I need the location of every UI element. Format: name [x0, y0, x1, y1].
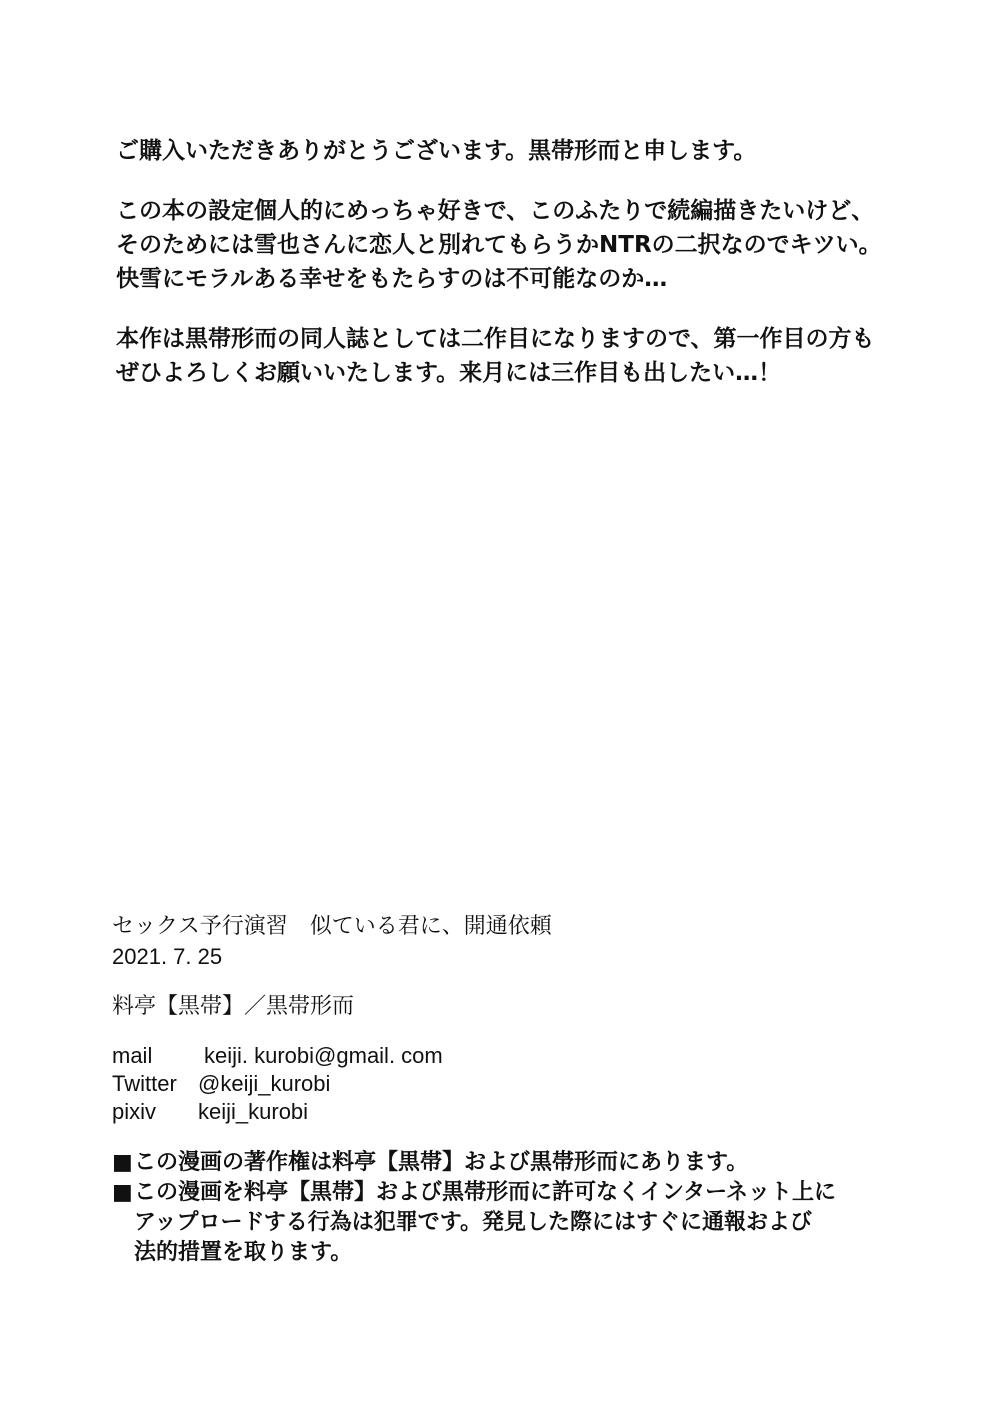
publication-date: 2021. 7. 25 — [112, 944, 223, 969]
afterword-paragraph-1 — [116, 134, 916, 168]
afterword-paragraph-2 — [116, 194, 916, 296]
notice-line: 法的措置を取ります。 — [134, 1240, 353, 1265]
contact-mail — [112, 1042, 932, 1070]
notice-text — [134, 1178, 836, 1268]
notice-line: この漫画を料亭【黒帯】および黒帯形而に許可なくインターネット上に — [134, 1180, 837, 1205]
copyright-notices — [112, 1148, 932, 1268]
notice-line: アップロードする行為は犯罪です。発見した際にはすぐに通報および — [134, 1210, 813, 1235]
twitter-value: @keiji_kurobi — [198, 1071, 331, 1096]
notice-text — [134, 1148, 748, 1178]
copyright-notice — [112, 1148, 932, 1178]
afterword-line: 快雪にモラルある幸せをもたらすのは不可能なのか… — [116, 266, 668, 292]
mail-label: mail — [112, 1043, 153, 1068]
pixiv-value: keiji_kurobi — [198, 1099, 309, 1124]
afterword-paragraph-3 — [116, 322, 916, 390]
afterword-line: ご購入いただきありがとうございます。黒帯形而と申します。 — [116, 138, 757, 164]
upload-warning-notice — [112, 1178, 932, 1268]
square-bullet-icon: ■ — [112, 1180, 133, 1205]
afterword-line: この本の設定個人的にめっちゃ好きで、このふたりで続編描きたいけど、 — [116, 198, 875, 224]
afterword-line: 本作は黒帯形而の同人誌としては二作目になりますので、第一作目の方も — [116, 326, 875, 352]
circle-author: 料亭【黒帯】／黒帯形而 — [112, 994, 355, 1019]
pixiv-label: pixiv — [112, 1099, 157, 1124]
contact-pixiv — [112, 1098, 932, 1126]
contact-info — [112, 1042, 932, 1126]
square-bullet-icon: ■ — [112, 1150, 133, 1175]
colophon — [112, 912, 932, 1268]
book-title: セックス予行演習 似ている君に、開通依頼 — [112, 914, 552, 939]
twitter-label: Twitter — [112, 1071, 177, 1096]
contact-twitter — [112, 1070, 932, 1098]
afterword — [116, 134, 916, 416]
notice-line: この漫画の著作権は料亭【黒帯】および黒帯形而にあります。 — [134, 1150, 749, 1175]
afterword-line: ぜひよろしくお願いいたします。来月には三作目も出したい…！ — [116, 360, 782, 386]
mail-value: keiji. kurobi@gmail. com — [204, 1043, 443, 1068]
afterword-line: そのためには雪也さんに恋人と別れてもらうかNTRの二択なのでキツい。 — [116, 232, 882, 258]
